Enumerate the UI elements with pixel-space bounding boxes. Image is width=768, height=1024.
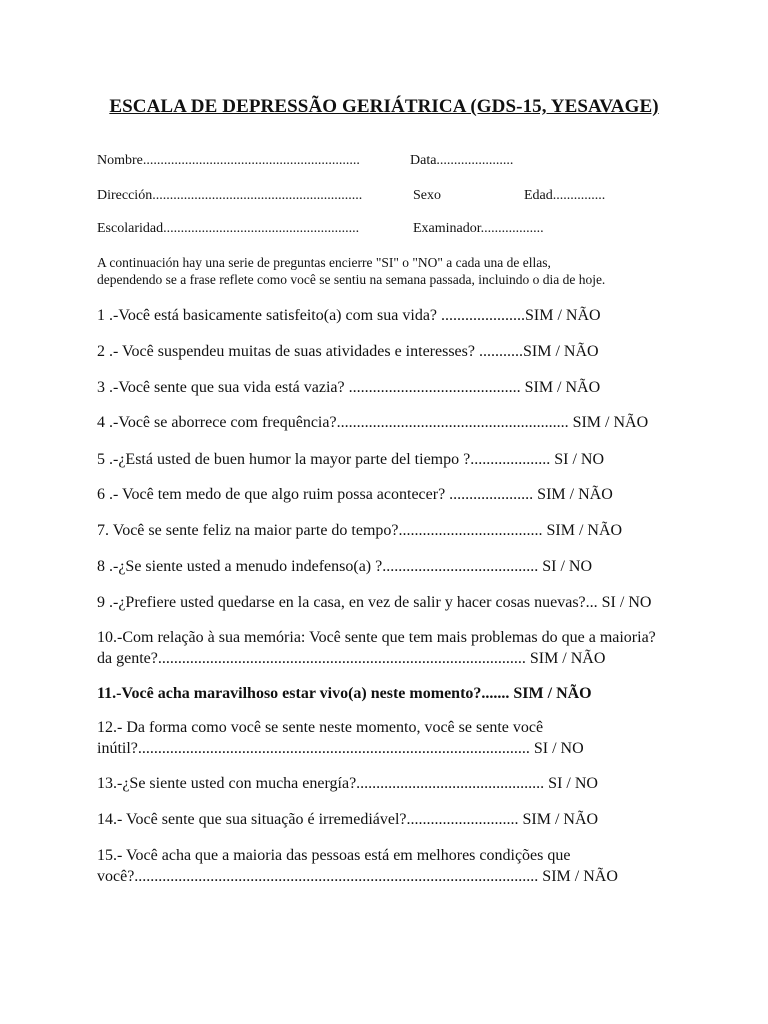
question-13 xyxy=(97,773,598,794)
data-field: Data...................... xyxy=(410,153,514,168)
question-line: 14.- Você sente que sua situação é irremediável?............................ SIM / NÃO xyxy=(97,811,599,828)
page-title: ESCALA DE DEPRESSÃO GERIÁTRICA (GDS-15, YESAVAGE) xyxy=(109,96,659,117)
question-line: 8 .-¿Se siente usted a menudo indefenso(a) ?....................................... SI / NO xyxy=(97,558,593,575)
nombre-field: Nombre.............................................................. xyxy=(97,153,360,168)
question-8 xyxy=(97,556,592,577)
question-3 xyxy=(97,377,600,398)
question-line: 9 .-¿Prefiere usted quedarse en la casa, en vez de salir y hacer cosas nuevas?... SI / NO xyxy=(97,594,652,611)
question-line: 3 .-Você sente que sua vida está vazia? ........................................... SIM / NÃO xyxy=(97,379,601,396)
examinador-field: Examinador.................. xyxy=(413,221,544,236)
question-9 xyxy=(97,592,651,613)
instructions-line-2: dependendo se a frase reflete como você se sentiu na semana passada, incluindo o dia de hoje. xyxy=(97,272,606,287)
question-line: 11.-Você acha maravilhoso estar vivo(a) neste momento?....... SIM / NÃO xyxy=(97,685,592,702)
sexo-field: Sexo xyxy=(413,188,441,203)
question-15 xyxy=(97,845,618,887)
question-line: 12.- Da forma como você se sente neste momento, você se sente você xyxy=(97,719,544,736)
question-11 xyxy=(97,683,592,704)
question-10 xyxy=(97,627,656,669)
question-line: 7. Você se sente feliz na maior parte do tempo?.................................... SIM / NÃO xyxy=(97,522,623,539)
question-line: 15.- Você acha que a maioria das pessoas está em melhores condições que xyxy=(97,847,571,864)
question-line: 6 .- Você tem medo de que algo ruim possa acontecer? ..................... SIM / NÃO xyxy=(97,486,613,503)
edad-field: Edad............... xyxy=(524,188,606,203)
instructions xyxy=(97,254,697,288)
instructions-line-1: A continuación hay una serie de preguntas encierre "SI" o "NO" a cada una de ellas, xyxy=(97,255,551,270)
direccion-field: Dirección............................................................ xyxy=(97,188,363,203)
question-4 xyxy=(97,412,648,433)
question-line: 13.-¿Se siente usted con mucha energía?............................................... SI / NO xyxy=(97,775,598,792)
escolaridad-field: Escolaridad........................................................ xyxy=(97,221,360,236)
question-line: 2 .- Você suspendeu muitas de suas atividades e interesses? ...........SIM / NÃO xyxy=(97,343,599,360)
question-line: 5 .-¿Está usted de buen humor la mayor parte del tiempo ?.................... SI / NO xyxy=(97,451,604,468)
question-line: 10.-Com relação à sua memória: Você sente que tem mais problemas do que a maioria? xyxy=(97,629,656,646)
question-line: 1 .-Você está basicamente satisfeito(a) com sua vida? .....................SIM / NÃO xyxy=(97,307,601,324)
question-2 xyxy=(97,341,599,362)
question-line-continued: da gente?............................................................................................ SIM / NÃO xyxy=(97,650,606,667)
question-12 xyxy=(97,717,584,759)
question-line-continued: você?..................................................................................................... SIM / NÃO xyxy=(97,868,618,885)
question-7 xyxy=(97,520,622,541)
question-1 xyxy=(97,305,601,326)
question-line-continued: inútil?.................................................................................................. SI / NO xyxy=(97,740,584,757)
question-6 xyxy=(97,484,613,505)
question-5 xyxy=(97,449,604,470)
question-line: 4 .-Você se aborrece com frequência?.......................................................... SIM / NÃO xyxy=(97,414,649,431)
question-14 xyxy=(97,809,598,830)
